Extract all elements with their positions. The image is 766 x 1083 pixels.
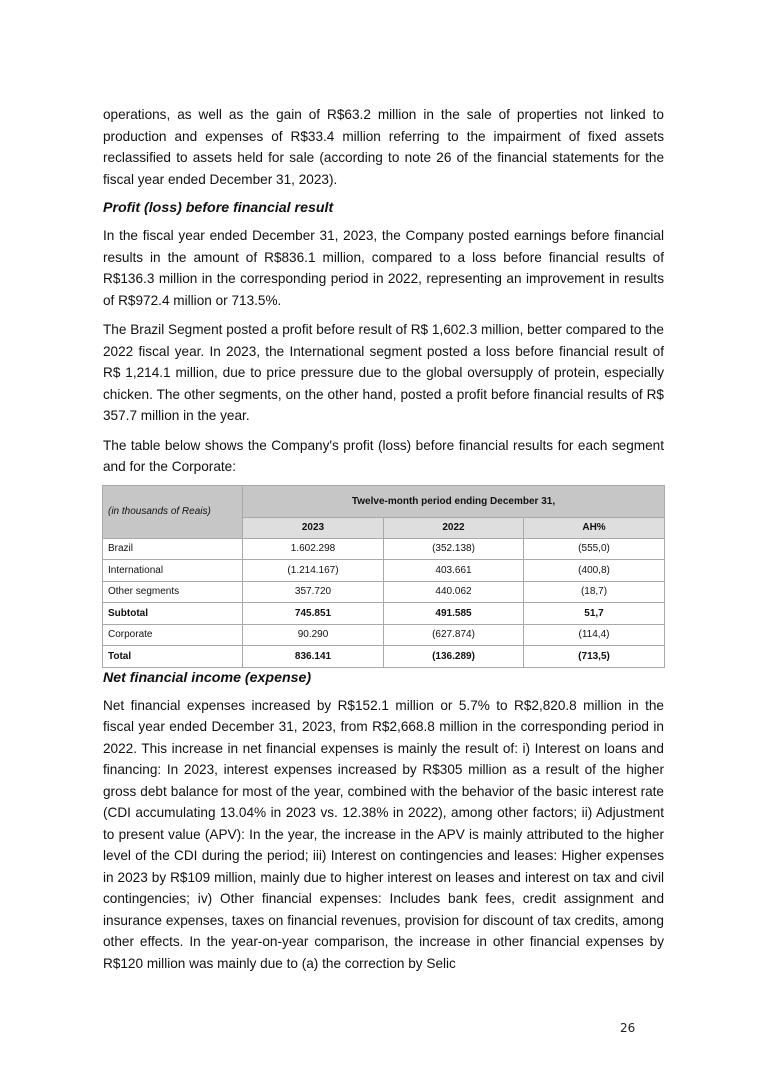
table-row [103, 624, 665, 646]
table-row-subtotal [103, 603, 665, 625]
net-financial-section-heading: Net financial income (expense) [103, 669, 312, 686]
cell-2022: (352.138) [384, 538, 524, 560]
cell-2022: (627.874) [384, 624, 524, 646]
profit-paragraph-2: The Brazil Segment posted a profit before result of R$ 1,602.3 million, better compared to the 2022 fiscal year. In 2023, the International segment posted a loss before financial result of R$ 1,214.1 million, due to price pressure due to the global oversupply of protein, especially chicken. The other segments, on the other hand, posted a profit before financial results of R$ 357.7 million in the year. [103, 322, 664, 423]
cell-2023: 836.141 [243, 646, 384, 668]
table-period-header: Twelve-month period ending December 31, [243, 485, 665, 517]
table-unit-label: (in thousands of Reais) [103, 485, 243, 538]
profit-by-segment-table [102, 485, 665, 668]
table-row-total [103, 646, 665, 668]
column-header-2022: 2022 [384, 517, 524, 538]
cell-ah: 51,7 [524, 603, 665, 625]
cell-ah: (400,8) [524, 560, 665, 582]
page-number: 26 [620, 1021, 636, 1035]
column-header-2023: 2023 [243, 517, 384, 538]
profit-paragraph-3: The table below shows the Company's profit (loss) before financial results for each segment and for the Corporate: [103, 437, 664, 474]
row-label: Corporate [103, 624, 243, 646]
cell-ah: (713,5) [524, 646, 665, 668]
row-label: Brazil [103, 538, 243, 560]
page-content [103, 104, 664, 982]
table-row [103, 581, 665, 603]
cell-2023: 745.851 [243, 603, 384, 625]
cell-2023: 1.602.298 [243, 538, 384, 560]
cell-2023: (1.214.167) [243, 560, 384, 582]
cell-2022: 403.661 [384, 560, 524, 582]
cell-2022: 491.585 [384, 603, 524, 625]
cell-2023: 357.720 [243, 581, 384, 603]
row-label: Other segments [103, 581, 243, 603]
column-header-ah: AH% [524, 517, 665, 538]
table-row [103, 538, 665, 560]
profit-section-heading: Profit (loss) before financial result [103, 200, 334, 216]
cell-ah: (555,0) [524, 538, 665, 560]
cell-2022: 440.062 [384, 581, 524, 603]
cell-2023: 90.290 [243, 624, 384, 646]
cell-2022: (136.289) [384, 646, 524, 668]
table-row [103, 560, 665, 582]
row-label: Subtotal [103, 603, 243, 625]
cell-ah: (18,7) [524, 581, 665, 603]
cell-ah: (114,4) [524, 624, 665, 646]
intro-paragraph: operations, as well as the gain of R$63.2 million in the sale of properties not linked to production and expenses of R$33.4 million referring to the impairment of fixed assets reclassified to assets held for sale (according to note 26 of the financial statements for the fiscal year ended December 31, 2023). [103, 107, 664, 187]
row-label: International [103, 560, 243, 582]
profit-paragraph-1: In the fiscal year ended December 31, 2023, the Company posted earnings before financial results in the amount of R$836.1 million, compared to a loss before financial results of R$136.3 million in the corresponding period in 2022, representing an improvement in results of R$972.4 million or 713.5%. [103, 228, 664, 308]
row-label: Total [103, 646, 243, 668]
net-financial-paragraph: Net financial expenses increased by R$152.1 million or 5.7% to R$2,820.8 million in the fiscal year ended December 31, 2023, from R$2,668.8 million in the corresponding period in 2022. This increase in net financial expenses is mainly the result of: i) Interest on loans and financing: In 2023, interest expenses increased by R$305 million as a result of the higher gross debt balance for most of the year, combined with the behavior of the basic interest rate (CDI accumulating 13.04% in 2023 vs. 12.38% in 2022), among other factors; ii) Adjustment to present value (APV): In the year, the increase in the APV is mainly attributed to the higher level of the CDI during the period; iii) Interest on contingencies and leases: Higher expenses in 2023 by R$109 million, mainly due to higher interest on leases and interest on tax and civil contingencies; iv) Other financial expenses: Includes bank fees, credit assignment and insurance expenses, taxes on financial revenues, provision for discount of tax credits, among other effects. In the year-on-year comparison, the increase in other financial expenses by R$120 million was mainly due to (a) the correction by Selic [103, 697, 664, 971]
